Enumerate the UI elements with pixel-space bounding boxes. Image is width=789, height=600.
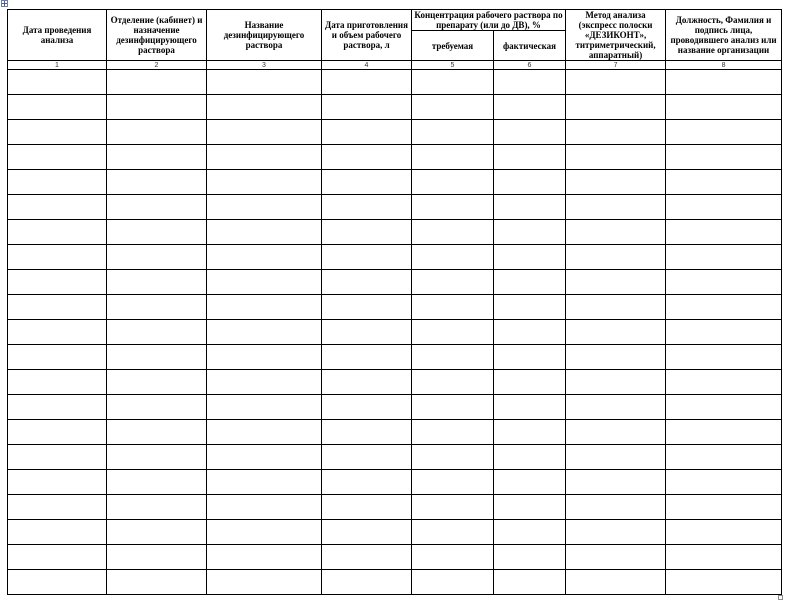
table-cell[interactable] [566, 320, 666, 345]
header-row-main [8, 10, 782, 31]
table-cell[interactable] [666, 345, 782, 370]
table-cell[interactable] [8, 395, 107, 420]
table-cell[interactable] [107, 95, 207, 120]
table-cell[interactable] [322, 220, 412, 245]
table-cell[interactable] [322, 195, 412, 220]
table-row [8, 245, 782, 270]
table-cell[interactable] [207, 295, 322, 320]
table-cell[interactable] [666, 220, 782, 245]
table-cell[interactable] [8, 570, 107, 595]
table-cell[interactable] [107, 295, 207, 320]
table-cell[interactable] [412, 245, 494, 270]
table-cell[interactable] [494, 95, 566, 120]
table-cell[interactable] [666, 370, 782, 395]
table-cell[interactable] [207, 245, 322, 270]
table-cell[interactable] [566, 545, 666, 570]
table-cell[interactable] [322, 370, 412, 395]
table-cell[interactable] [494, 270, 566, 295]
table-cell[interactable] [322, 170, 412, 195]
table-cell[interactable] [566, 295, 666, 320]
table-cell[interactable] [322, 145, 412, 170]
table-cell[interactable] [8, 520, 107, 545]
table-row [8, 345, 782, 370]
table-cell[interactable] [8, 245, 107, 270]
table-cell[interactable] [207, 195, 322, 220]
table-cell[interactable] [107, 320, 207, 345]
table-cell[interactable] [666, 95, 782, 120]
header-solution-name: Название дезинфицирующего раствора [207, 10, 322, 61]
table-cell[interactable] [666, 145, 782, 170]
table-cell[interactable] [566, 445, 666, 470]
column-number: 5 [412, 61, 494, 70]
header-analysis-method: Метод анализа (экспресс полоски «ДЕЗИКОНТ», титриметрический, аппаратный) [566, 10, 666, 61]
table-cell[interactable] [666, 545, 782, 570]
table-cell[interactable] [494, 470, 566, 495]
table-cell[interactable] [412, 220, 494, 245]
table-cell[interactable] [322, 470, 412, 495]
table-cell[interactable] [666, 245, 782, 270]
column-number: 6 [494, 61, 566, 70]
column-number: 2 [107, 61, 207, 70]
table-cell[interactable] [566, 470, 666, 495]
table-resize-handle[interactable] [778, 595, 783, 600]
table-row [8, 470, 782, 495]
table-cell[interactable] [8, 195, 107, 220]
table-cell[interactable] [8, 420, 107, 445]
table-cell[interactable] [107, 395, 207, 420]
table-cell[interactable] [8, 295, 107, 320]
table-cell[interactable] [494, 520, 566, 545]
table-cell[interactable] [412, 470, 494, 495]
table-row [8, 395, 782, 420]
disinfectant-log-table [7, 9, 782, 595]
table-cell[interactable] [412, 170, 494, 195]
table-cell[interactable] [494, 370, 566, 395]
table-cell[interactable] [107, 145, 207, 170]
table-cell[interactable] [8, 95, 107, 120]
table-cell[interactable] [566, 345, 666, 370]
table-row [8, 145, 782, 170]
table-cell[interactable] [207, 495, 322, 520]
table-cell[interactable] [8, 120, 107, 145]
table-cell[interactable] [207, 545, 322, 570]
table-cell[interactable] [412, 70, 494, 95]
table-cell[interactable] [412, 345, 494, 370]
table-cell[interactable] [494, 495, 566, 520]
table-cell[interactable] [566, 520, 666, 545]
table-cell[interactable] [666, 445, 782, 470]
table-cell[interactable] [566, 170, 666, 195]
table-cell[interactable] [8, 445, 107, 470]
column-number: 4 [322, 61, 412, 70]
table-cell[interactable] [412, 120, 494, 145]
table-cell[interactable] [412, 495, 494, 520]
table-cell[interactable] [566, 70, 666, 95]
table-cell[interactable] [666, 170, 782, 195]
table-cell[interactable] [566, 195, 666, 220]
column-number: 7 [566, 61, 666, 70]
table-cell[interactable] [207, 445, 322, 470]
table-cell[interactable] [322, 545, 412, 570]
table-cell[interactable] [412, 320, 494, 345]
table-cell[interactable] [412, 395, 494, 420]
table-cell[interactable] [494, 120, 566, 145]
table-cell[interactable] [566, 95, 666, 120]
table-row [8, 495, 782, 520]
table-cell[interactable] [322, 70, 412, 95]
table-cell[interactable] [207, 270, 322, 295]
table-cell[interactable] [207, 470, 322, 495]
column-number: 3 [207, 61, 322, 70]
table-cell[interactable] [107, 470, 207, 495]
table-cell[interactable] [8, 170, 107, 195]
table-cell[interactable] [107, 120, 207, 145]
table-row [8, 420, 782, 445]
table-cell[interactable] [322, 395, 412, 420]
table-row [8, 70, 782, 95]
table-cell[interactable] [566, 570, 666, 595]
table-cell[interactable] [8, 370, 107, 395]
table-cell[interactable] [666, 395, 782, 420]
table-cell[interactable] [322, 345, 412, 370]
table-cell[interactable] [107, 245, 207, 270]
header-responsible-person: Должность, Фамилия и подпись лица, проводившего анализ или название организации [666, 10, 782, 61]
table-cell[interactable] [8, 545, 107, 570]
table-cell[interactable] [107, 345, 207, 370]
table-cell[interactable] [107, 445, 207, 470]
table-cell[interactable] [494, 395, 566, 420]
table-cell[interactable] [322, 320, 412, 345]
table-cell[interactable] [666, 570, 782, 595]
header-analysis-date: Дата проведения анализа [8, 10, 107, 61]
table-cell[interactable] [8, 70, 107, 95]
table-cell[interactable] [412, 570, 494, 595]
table-cell[interactable] [566, 420, 666, 445]
table-cell[interactable] [322, 570, 412, 595]
header-concentration-group: Концентрация рабочего раствора по препарату (или до ДВ), % [412, 10, 566, 31]
table-row [8, 120, 782, 145]
table-cell[interactable] [494, 145, 566, 170]
table-cell[interactable] [566, 270, 666, 295]
table-move-handle[interactable] [1, 0, 8, 7]
table-row [8, 195, 782, 220]
table-cell[interactable] [412, 445, 494, 470]
table-cell[interactable] [107, 70, 207, 95]
header-actual-concentration: фактическая [494, 31, 566, 61]
table-cell[interactable] [412, 545, 494, 570]
table-cell[interactable] [107, 370, 207, 395]
table-cell[interactable] [207, 70, 322, 95]
table-cell[interactable] [207, 145, 322, 170]
table-cell[interactable] [322, 495, 412, 520]
table-cell[interactable] [494, 445, 566, 470]
table-cell[interactable] [207, 120, 322, 145]
table-row [8, 320, 782, 345]
table-cell[interactable] [322, 445, 412, 470]
column-number: 1 [8, 61, 107, 70]
table-row [8, 445, 782, 470]
table-cell[interactable] [207, 420, 322, 445]
table-cell[interactable] [107, 195, 207, 220]
table-cell[interactable] [494, 170, 566, 195]
table-cell[interactable] [566, 245, 666, 270]
table-cell[interactable] [494, 345, 566, 370]
table-row [8, 370, 782, 395]
table-cell[interactable] [412, 420, 494, 445]
table-cell[interactable] [107, 570, 207, 595]
table-cell[interactable] [107, 520, 207, 545]
table-cell[interactable] [322, 295, 412, 320]
table-cell[interactable] [322, 245, 412, 270]
table-cell[interactable] [322, 120, 412, 145]
table-cell[interactable] [8, 220, 107, 245]
table-cell[interactable] [412, 270, 494, 295]
table-cell[interactable] [322, 420, 412, 445]
table-cell[interactable] [666, 270, 782, 295]
table-cell[interactable] [8, 320, 107, 345]
table-cell[interactable] [8, 495, 107, 520]
table-cell[interactable] [412, 145, 494, 170]
table-cell[interactable] [494, 295, 566, 320]
table-cell[interactable] [494, 570, 566, 595]
table-cell[interactable] [107, 170, 207, 195]
table-cell[interactable] [322, 95, 412, 120]
table-cell[interactable] [666, 295, 782, 320]
table-cell[interactable] [666, 320, 782, 345]
table-cell[interactable] [107, 220, 207, 245]
table-cell[interactable] [666, 70, 782, 95]
table-cell[interactable] [566, 395, 666, 420]
table-cell[interactable] [666, 420, 782, 445]
table-cell[interactable] [412, 95, 494, 120]
table-cell[interactable] [666, 470, 782, 495]
table-cell[interactable] [494, 70, 566, 95]
table-cell[interactable] [566, 495, 666, 520]
table-cell[interactable] [412, 370, 494, 395]
table-row [8, 220, 782, 245]
table-cell[interactable] [494, 420, 566, 445]
table-cell[interactable] [666, 520, 782, 545]
table-cell[interactable] [207, 570, 322, 595]
table-cell[interactable] [207, 95, 322, 120]
table-row [8, 170, 782, 195]
table-cell[interactable] [566, 145, 666, 170]
table-cell[interactable] [8, 470, 107, 495]
table-row [8, 570, 782, 595]
table-cell[interactable] [322, 520, 412, 545]
table-row [8, 295, 782, 320]
header-department: Отделение (кабинет) и назначение дезинфицирующего раствора [107, 10, 207, 61]
table-cell[interactable] [566, 370, 666, 395]
table-cell[interactable] [207, 395, 322, 420]
table-cell[interactable] [566, 220, 666, 245]
table-cell[interactable] [666, 120, 782, 145]
column-number-row [8, 61, 782, 70]
table-cell[interactable] [494, 220, 566, 245]
table-cell[interactable] [8, 145, 107, 170]
table-cell[interactable] [207, 520, 322, 545]
table-cell[interactable] [207, 345, 322, 370]
table-cell[interactable] [107, 545, 207, 570]
table-row [8, 270, 782, 295]
table-row [8, 520, 782, 545]
header-required-concentration: требуемая [412, 31, 494, 61]
table-cell[interactable] [207, 170, 322, 195]
table-cell[interactable] [107, 495, 207, 520]
table-cell[interactable] [412, 520, 494, 545]
table-cell[interactable] [494, 545, 566, 570]
table-cell[interactable] [107, 420, 207, 445]
column-number: 8 [666, 61, 782, 70]
table-cell[interactable] [494, 320, 566, 345]
table-cell[interactable] [494, 245, 566, 270]
table-cell[interactable] [207, 370, 322, 395]
table-body [8, 70, 782, 595]
table-cell[interactable] [8, 270, 107, 295]
table-cell[interactable] [666, 195, 782, 220]
header-preparation-date-volume: Дата приготовления и объем рабочего раствора, л [322, 10, 412, 61]
table-cell[interactable] [322, 270, 412, 295]
table-cell[interactable] [107, 270, 207, 295]
table-row [8, 95, 782, 120]
table-cell[interactable] [412, 195, 494, 220]
table-cell[interactable] [207, 220, 322, 245]
table-cell[interactable] [8, 345, 107, 370]
table-cell[interactable] [207, 320, 322, 345]
table-cell[interactable] [494, 195, 566, 220]
table-cell[interactable] [566, 120, 666, 145]
table-cell[interactable] [412, 295, 494, 320]
table-cell[interactable] [666, 495, 782, 520]
table-row [8, 545, 782, 570]
